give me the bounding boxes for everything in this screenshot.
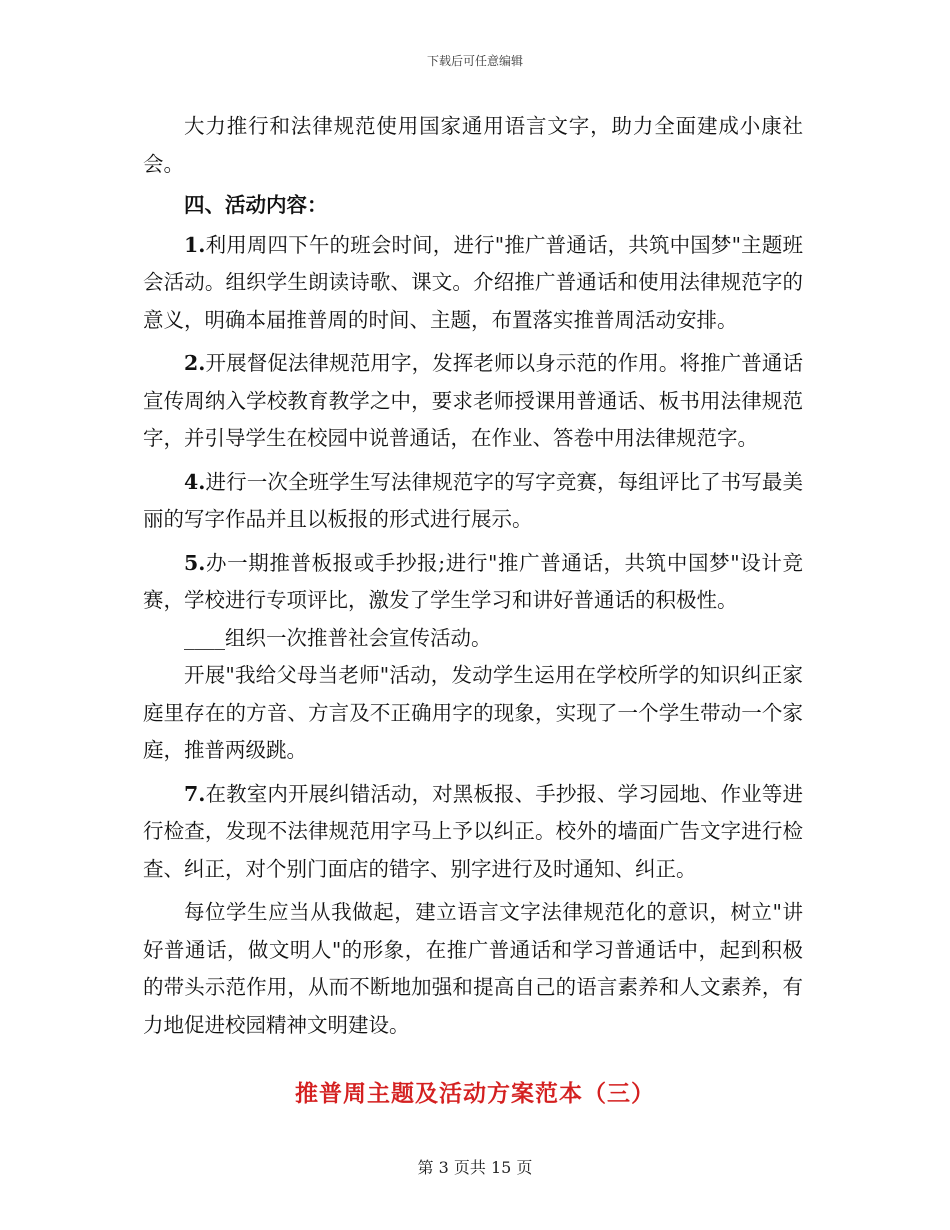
closing-paragraph: 每位学生应当从我做起，建立语言文字法律规范化的意识，树立"讲好普通话，做文明人"的形象，在推广普通话和学习普通话中，起到积极的带头示范作用，从而不断地加强和提高自己的语言素养和人文素养，有力地促进校园精神文明建设。 [143, 900, 803, 1037]
list-item-number: 1. [184, 232, 206, 257]
page-footer: 第 3 页共 15 页 [417, 1158, 533, 1177]
section-heading: 四、活动内容： [184, 193, 328, 217]
list-item-5 [143, 545, 803, 620]
intro-paragraph: 大力推行和法律规范使用国家通用语言文字，助力全面建成小康社会。 [143, 114, 803, 176]
list-item-number: 7. [184, 781, 206, 806]
blank-item: ____组织一次推普社会宣传活动。 [184, 625, 492, 650]
list-item-2 [143, 345, 803, 458]
list-item-text: 在教室内开展纠错活动，对黑板报、手抄报、学习园地、作业等进行检查，发现不法律规范用字马上予以纠正。校外的墙面广告文字进行检查、纠正，对个别门面店的错字、别字进行及时通知、纠正。 [143, 781, 803, 881]
list-item-number: 4. [184, 469, 206, 494]
list-item-4 [143, 464, 803, 539]
list-item-7 [143, 776, 803, 889]
list-item-text: 开展督促法律规范用字，发挥老师以身示范的作用。将推广普通话宣传周纳入学校教育教学之中，要求老师授课用普通话、板书用法律规范字，并引导学生在校园中说普通话，在作业、答卷中用法律规范字。 [143, 351, 803, 450]
section-title: 推普周主题及活动方案范本（三） [295, 1080, 655, 1107]
document-body [143, 108, 803, 1044]
family-paragraph: 开展"我给父母当老师"活动，发动学生运用在学校所学的知识纠正家庭里存在的方音、方言及不正确用字的现象，实现了一个学生带动一个家庭，推普两级跳。 [143, 663, 803, 762]
list-item-text: 进行一次全班学生写法律规范字的写字竞赛，每组评比了书写最美丽的写字作品并且以板报的形式进行展示。 [143, 469, 803, 531]
page-header: 下载后可任意编辑 [426, 54, 523, 68]
list-item-1 [143, 227, 803, 340]
list-item-text: 办一期推普板报或手抄报;进行"推广普通话，共筑中国梦"设计竞赛，学校进行专项评比，激发了学生学习和讲好普通话的积极性。 [143, 550, 803, 612]
list-item-text: 利用周四下午的班会时间，进行"推广普通话，共筑中国梦"主题班会活动。组织学生朗读诗歌、课文。介绍推广普通话和使用法律规范字的意义，明确本届推普周的时间、主题，布置落实推普周活动安排。 [143, 232, 803, 332]
list-item-number: 5. [184, 550, 206, 575]
list-item-number: 2. [184, 351, 206, 375]
